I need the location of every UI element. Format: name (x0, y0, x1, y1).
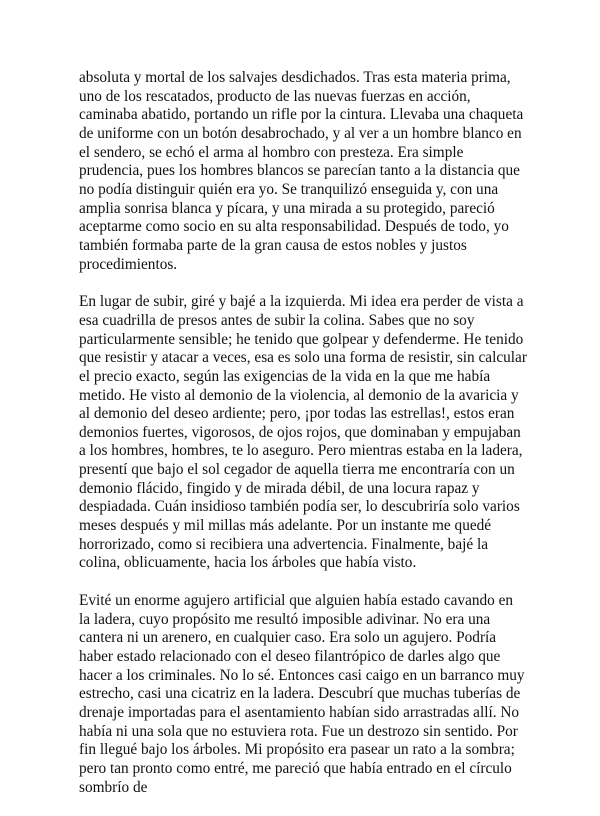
paragraph-1: absoluta y mortal de los salvajes desdichados. Tras esta materia prima, uno de los rescatados, producto de las nuevas fuerzas en acción, caminaba abatido, portando un rifle por la cintura. Llevaba una chaqueta de uniforme con un botón desabrochado, y al ver a un hombre blanco en el sendero, se echó el arma al hombro con presteza. Era simple prudencia, pues los hombres blancos se parecían tanto a la distancia que no podía distinguir quién era yo. Se tranquilizó enseguida y, con una amplia sonrisa blanca y pícara, y una mirada a su protegido, pareció aceptarme como socio en su alta responsabilidad. Después de todo, yo también formaba parte de la gran causa de estos nobles y justos procedimientos. (79, 69, 524, 273)
document-page (79, 69, 527, 816)
paragraph-3: Evité un enorme agujero artificial que alguien había estado cavando en la ladera, cuyo propósito me resultó imposible adivinar. No era una cantera ni un arenero, en cualquier caso. Era solo un agujero. Podría haber estado relacionado con el deseo filantrópico de darles algo que hacer a los criminales. No lo sé. Entonces casi caigo en un barranco muy estrecho, casi una cicatriz en la ladera. Descubrí que muchas tuberías de drenaje importadas para el asentamiento habían sido arrastradas allí. No había ni una sola que no estuviera rota. Fue un destrozo sin sentido. Por fin llegué bajo los árboles. Mi propósito era pasear un rato a la sombra; pero tan pronto como entré, me pareció que había entrado en el círculo sombrío de (79, 592, 525, 796)
paragraph-2: En lugar de subir, giré y bajé a la izquierda. Mi idea era perder de vista a esa cuadrilla de presos antes de subir la colina. Sabes que no soy particularmente sensible; he tenido que golpear y defenderme. He tenido que resistir y atacar a veces, esa es solo una forma de resistir, sin calcular el precio exacto, según las exigencias de la vida en la que me había metido. He visto al demonio de la violencia, al demonio de la avaricia y al demonio del deseo ardiente; pero, ¡por todas las estrellas!, estos eran demonios fuertes, vigorosos, de ojos rojos, que dominaban y empujaban a los hombres, hombres, te lo aseguro. Pero mientras estaba en la ladera, presentí que bajo el sol cegador de aquella tierra me encontraría con un demonio flácido, fingido y de mirada débil, de una locura rapaz y despiadada. Cuán insidioso también podía ser, lo descubriría solo varios meses después y mil millas más adelante. Por un instante me quedé horrorizado, como si recibiera una advertencia. Finalmente, bajé la colina, oblicuamente, hacia los árboles que había visto. (79, 293, 527, 572)
